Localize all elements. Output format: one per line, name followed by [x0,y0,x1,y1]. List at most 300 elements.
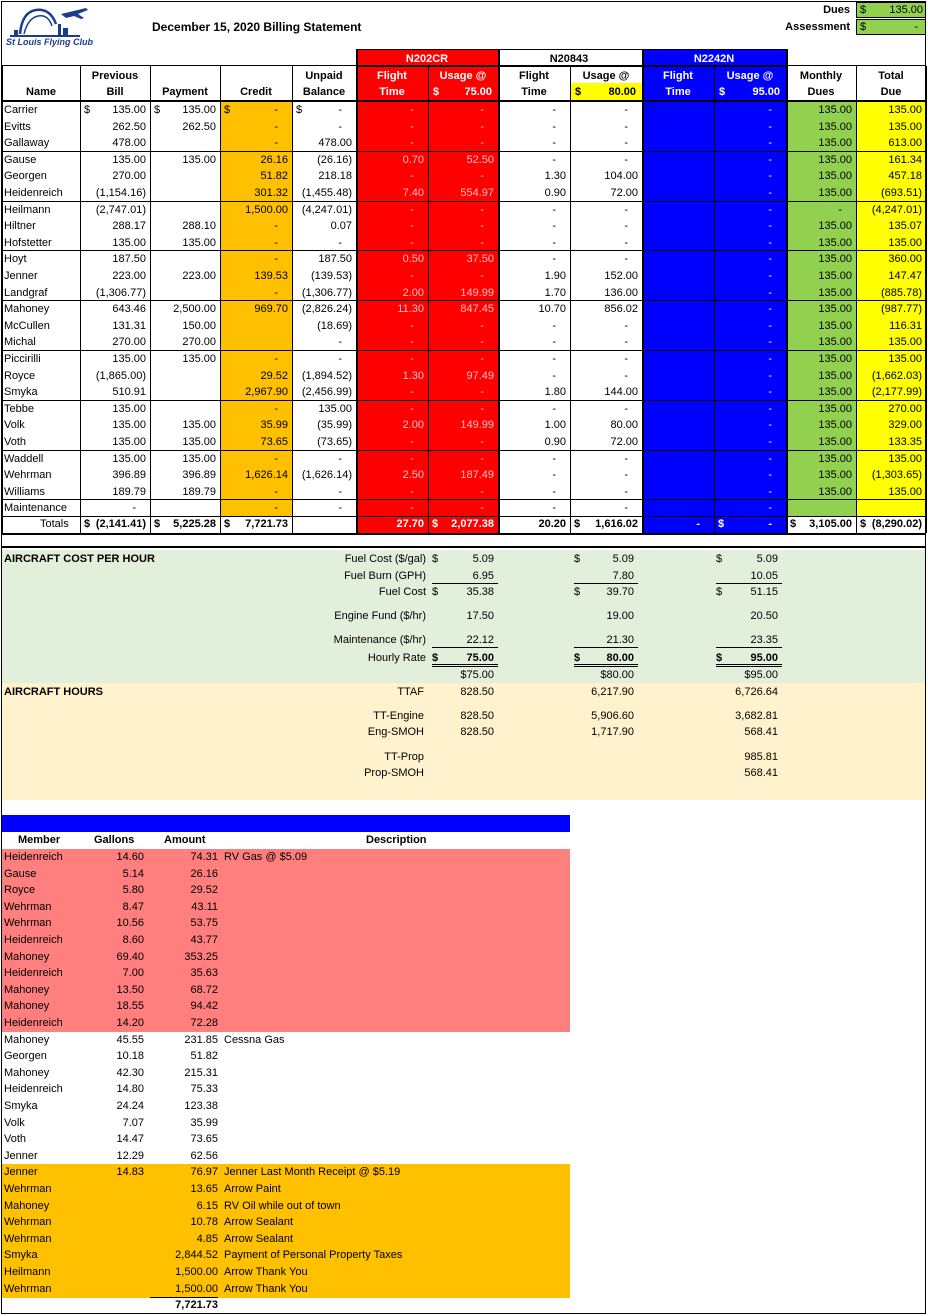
fuel-amount: 123.38 [184,1100,218,1112]
grid-line [574,666,638,667]
cell-b_use: - [624,452,628,465]
cost-value: 5.09 [756,553,778,565]
cell-b_ft: - [552,369,556,382]
cost-value: 6.95 [472,570,494,582]
hours-section [2,683,926,800]
cost-currency: $ [716,652,723,664]
cell-credit: 301.32 [254,187,288,199]
cell-credit: - [274,137,278,150]
cell-dues: 135.00 [818,104,852,116]
fuel-description: Arrow Sealant [224,1232,294,1245]
cell-a_use: - [480,353,484,365]
cell-pay: 262.50 [182,120,216,133]
cell-dues: - [838,203,842,216]
cost-row-label: Engine Fund ($/hr) [334,610,426,622]
cell-unpaid: 218.18 [318,170,352,183]
cell-c_use: - [768,436,772,448]
col-header-time: Time [521,86,547,98]
cell-b_use: - [624,220,628,233]
currency-sign: $ [84,104,91,116]
grid-line [292,66,293,533]
cell-credit: 2,967.90 [245,386,288,399]
cell-a_use: - [480,386,484,399]
totals-credit: 7,721.73 [245,518,288,530]
cell-a_use: - [480,220,484,233]
cell-prev: 135.00 [112,452,146,465]
cell-pay: 135.00 [182,419,216,432]
member-name: Michal [4,336,36,349]
cell-dues: 135.00 [818,120,852,133]
cell-c_use: - [768,386,772,399]
cell-total: 135.00 [888,485,922,498]
cell-pay: 189.79 [182,485,216,498]
totals-total: (8,290.02) [871,518,922,530]
assessment-currency: $ [860,21,867,33]
col-header-name: Name [26,86,56,98]
cell-b_ft: - [552,502,556,515]
cell-c_use: - [768,353,772,365]
fuel-gallons: 45.55 [116,1033,144,1046]
hours-section-label: AIRCRAFT HOURS [4,686,103,698]
currency-sign: $ [154,104,161,116]
fuel-description: Cessna Gas [224,1033,285,1046]
cell-dues: 135.00 [818,137,852,150]
member-name: Hiltner [4,220,36,233]
cell-unpaid: 0.07 [330,220,352,233]
cell-prev: 135.00 [112,104,146,116]
hours-row-label: Prop-SMOH [364,767,424,779]
cell-b_ft: - [552,104,556,116]
cost-currency: $ [432,553,439,565]
cell-unpaid: - [338,336,342,349]
fuel-member: Jenner [4,1149,38,1162]
cost-value: 10.05 [750,570,778,582]
fuel-amount: 2,844.52 [175,1249,218,1262]
fuel-member: Voth [4,1133,27,1146]
member-name: Hofstetter [4,236,52,249]
cell-a_ft: - [410,120,414,133]
cell-c_use: - [768,402,772,415]
cell-a_use: - [480,502,484,515]
totals-currency: $ [790,518,797,530]
cell-b_ft: - [552,319,556,332]
cell-a_use: 52.50 [466,153,494,166]
hours-value: 828.50 [460,686,494,698]
cell-b_use: - [624,203,628,216]
cost-row-label: Fuel Cost ($/gal) [344,553,426,565]
cell-a_use: 97.49 [466,369,494,382]
cell-prev: 270.00 [112,170,146,183]
cell-a_ft: - [410,220,414,233]
dues-currency: $ [860,4,867,16]
cell-prev: (2,747.01) [95,203,146,216]
cell-pay: 150.00 [182,319,216,332]
cell-c_use: - [768,369,772,382]
cell-dues: 135.00 [818,402,852,415]
totals-label: Totals [40,518,69,530]
fuel-member: Jenner [4,1166,38,1179]
cell-unpaid: (1,455.48) [301,187,352,199]
fuel-description: RV Gas @ $5.09 [224,851,308,863]
cell-b_use: 144.00 [604,386,638,399]
cell-prev: 135.00 [112,419,146,432]
aircraft-tail-n2242n: N2242N [693,53,735,65]
fuel-amount: 6.15 [196,1199,218,1212]
fuel-gallons: 14.47 [116,1133,144,1146]
cell-prev: 135.00 [112,402,146,415]
grid-line [2,533,926,535]
cell-b_ft: - [552,485,556,498]
cell-total: (2,177.99) [871,386,922,399]
grid-line [80,66,81,533]
col-header-time: Time [665,86,691,98]
fuel-gallons: 8.47 [122,900,144,913]
fuel-amount: 43.77 [190,934,218,946]
cell-total: 161.34 [888,153,922,166]
cell-prev: (1,154.16) [95,187,146,199]
cell-credit: 51.82 [260,170,288,183]
grid-line [926,66,927,533]
grid-line [428,66,429,533]
member-name: Evitts [4,120,31,133]
grid-line [432,583,498,584]
cell-credit: - [274,502,278,515]
member-name: Maintenance [4,502,67,515]
cell-c_use: - [768,419,772,432]
cell-unpaid: (73.65) [317,436,352,448]
cell-b_ft: - [552,120,556,133]
cell-b_ft: - [552,203,556,216]
fuel-gallons: 5.14 [122,867,144,880]
cell-pay: 135.00 [182,104,216,116]
cell-a_use: - [480,336,484,349]
cost-section-label: AIRCRAFT COST PER HOUR [4,553,155,565]
cell-prev: 223.00 [112,270,146,282]
hours-value: 828.50 [460,726,494,738]
cell-credit: - [274,253,278,266]
fuel-member: Wehrman [4,917,52,930]
cell-total: 147.47 [888,270,922,282]
cost-currency: $ [574,586,581,598]
cell-credit: - [274,220,278,233]
hours-row-label: TT-Engine [373,710,424,722]
cell-b_use: 152.00 [604,270,638,282]
logo-text: St Louis Flying Club [6,37,93,47]
hours-value: 568.41 [744,767,778,779]
cell-prev: 270.00 [112,336,146,349]
cell-a_use: 149.99 [460,286,494,299]
cell-a_ft: - [410,236,414,249]
member-name: Carrier [4,104,38,116]
cell-a_use: - [480,402,484,415]
cost-currency: $ [432,586,439,598]
fuel-amount: 76.97 [190,1166,218,1179]
cell-b_ft: 10.70 [538,303,566,316]
member-name: Tebbe [4,402,34,415]
fuel-member: Wehrman [4,900,52,913]
fuel-member: Heilmann [4,1266,51,1278]
totals-b_ft: 20.20 [538,518,566,530]
cost-value: 39.70 [606,586,634,598]
cost-currency: $ [574,652,581,664]
fuel-amount: 62.56 [190,1149,218,1162]
cell-total: 116.31 [889,319,922,332]
hourly-rate-rounded: $80.00 [600,669,634,681]
cell-total: 135.00 [888,120,922,133]
cell-credit: - [274,236,278,249]
cell-c_use: - [768,319,772,332]
grid-line [356,66,786,67]
statement-title: December 15, 2020 Billing Statement [152,20,362,34]
fuel-amount: 43.11 [191,900,218,913]
fuel-gallons: 5.80 [122,884,144,897]
member-name: Waddell [4,452,44,465]
member-name: Heidenreich [4,187,63,199]
cell-a_use: - [480,120,484,133]
col-header-usage: Usage @ [439,70,487,82]
member-name: Georgen [4,170,47,183]
cell-a_ft: 2.50 [402,469,424,482]
fuel-amount: 1,500.00 [175,1266,218,1278]
cell-total: 360.00 [888,253,922,266]
fuel-gallons: 18.55 [116,1000,144,1013]
cell-c_use: - [768,336,772,349]
cell-pay: 135.00 [182,436,216,448]
totals-currency: $ [860,518,867,530]
cell-prev: 135.00 [112,153,146,166]
cell-dues: 135.00 [818,270,852,282]
cell-prev: 135.00 [112,353,146,365]
member-name: Royce [4,369,36,382]
cell-unpaid: - [338,120,342,133]
fuel-gallons: 14.80 [116,1083,144,1096]
cell-a_ft: - [410,353,414,365]
fuel-amount: 13.65 [190,1183,218,1195]
fuel-gallons: 12.29 [116,1149,144,1162]
totals-a_ft: 27.70 [396,518,424,530]
fuel-amount: 94.42 [190,1000,218,1013]
cell-unpaid: (1,626.14) [301,469,352,482]
fuel-member: Mahoney [4,950,50,963]
fuel-gallons: 14.83 [116,1166,144,1179]
member-name: Landgraf [4,286,48,299]
cost-currency: $ [432,652,439,664]
cell-prev: 135.00 [112,436,146,448]
cost-value: 22.12 [466,634,494,646]
cell-b_use: - [624,502,628,515]
cell-prev: 187.50 [112,253,146,266]
cell-a_ft: - [410,402,414,415]
cell-c_use: - [768,452,772,465]
fuel-description: Payment of Personal Property Taxes [224,1249,403,1262]
cell-a_ft: - [410,104,414,116]
cell-credit: 35.99 [260,419,288,432]
cell-b_use: - [624,469,628,482]
cell-a_use: 187.49 [460,469,494,482]
cell-c_use: - [768,170,772,183]
cell-credit: 139.53 [254,270,288,282]
cell-b_ft: - [552,353,556,365]
cell-b_use: - [624,120,628,133]
cost-value: 95.00 [750,652,778,664]
hours-value: 1,717.90 [591,726,634,738]
fuel-member: Mahoney [4,1199,50,1212]
cell-unpaid: (4,247.01) [301,203,352,216]
cell-total: (987.77) [881,303,922,316]
cell-a_use: - [480,170,484,183]
cell-dues: 135.00 [818,369,852,382]
cost-value: 20.50 [750,610,778,622]
fuel-member: Gause [4,867,37,880]
fuel-total: 7,721.73 [175,1299,218,1312]
col-header-flight: Flight [377,70,407,82]
cell-b_use: 136.00 [604,286,638,299]
cell-credit: 1,500.00 [245,203,288,216]
fuel-amount: 26.16 [190,867,218,880]
cell-credit: - [274,286,278,299]
grid-line [2,546,926,548]
cell-c_use: - [768,104,772,116]
fuel-member: Wehrman [4,1282,52,1295]
hours-row-label: Eng-SMOH [367,726,424,738]
cell-a_use: - [480,436,484,448]
cell-unpaid: (1,894.52) [301,369,352,382]
grid-line [716,666,782,667]
cell-credit: - [274,104,278,116]
col-header-bill: Bill [106,86,124,98]
cell-credit: - [274,353,278,365]
fuel-member: Wehrman [4,1232,52,1245]
cell-prev: 135.00 [112,236,146,249]
grid-line [2,66,3,533]
fuel-gallons: 13.50 [116,983,144,996]
cell-pay: 396.89 [182,469,216,482]
hours-value: 6,217.90 [591,686,634,698]
totals-pay: 5,225.28 [173,518,216,530]
assessment-label: Assessment [785,21,850,33]
totals-currency: $ [84,518,91,530]
cell-a_use: 149.99 [460,419,494,432]
fuel-amount: 35.99 [190,1116,218,1129]
hours-value: 6,726.64 [735,686,778,698]
cell-credit: - [274,120,278,133]
cell-unpaid: (35.99) [317,419,352,432]
fuel-member: Mahoney [4,1066,50,1079]
fuel-amount: 1,500.00 [175,1282,218,1295]
cell-a_ft: 0.70 [402,153,424,166]
cell-unpaid: (26.16) [317,153,352,166]
fuel-gallons: 10.56 [116,917,144,930]
cell-c_use: - [768,253,772,266]
fuel-member: Heidenreich [4,934,63,946]
fuel-col-description: Description [366,834,427,846]
fuel-description: Arrow Sealant [224,1216,294,1229]
cell-b_ft: 0.90 [544,436,566,448]
cell-a_ft: 1.30 [402,369,424,382]
cost-currency: $ [716,586,723,598]
fuel-amount: 73.65 [190,1133,218,1146]
cell-a_ft: - [410,319,414,332]
cell-b_use: 104.00 [604,170,638,183]
cell-prev: 131.31 [112,319,146,332]
totals-c_ft: - [696,518,700,530]
cell-c_use: - [768,187,772,199]
cell-b_use: 80.00 [610,419,638,432]
cell-b_use: - [624,369,628,382]
cell-credit: 73.65 [260,436,288,448]
hours-value: 985.81 [744,751,778,763]
cell-a_ft: - [410,270,414,282]
col-header-payment: Payment [162,86,208,98]
cell-b_use: - [624,253,628,266]
grid-line [574,583,638,584]
cell-prev: 478.00 [112,137,146,150]
fuel-amount: 51.82 [190,1050,218,1063]
fuel-member: Smyka [4,1100,38,1112]
hours-value: 3,682.81 [735,710,778,722]
col-header-rate-currency: $ [719,86,726,98]
member-name: Mahoney [4,303,50,316]
cost-value: 75.00 [466,652,494,664]
grid-line [150,66,151,533]
cell-dues: 135.00 [818,353,852,365]
fuel-row-bg [2,1181,570,1198]
totals-prev: (2,141.41) [95,518,146,530]
cell-unpaid: (139.53) [311,270,352,282]
fuel-amount: 215.31 [184,1066,218,1079]
cell-pay: 135.00 [182,452,216,465]
fuel-gallons: 14.20 [116,1017,144,1029]
fuel-gallons: 7.07 [122,1116,144,1129]
fuel-amount: 72.28 [190,1017,218,1029]
cell-prev: (1,306.77) [95,286,146,299]
aircraft-tail-n202cr: N202CR [405,53,449,65]
cell-credit: - [274,402,278,415]
totals-currency: $ [718,518,725,530]
cell-dues: 135.00 [818,303,852,316]
cell-c_use: - [768,153,772,166]
grid-line [498,49,500,533]
fuel-gallons: 7.00 [122,967,144,980]
cell-b_use: - [624,353,628,365]
cell-unpaid: 187.50 [318,253,352,266]
cost-value: 19.00 [606,610,634,622]
cell-c_use: - [768,303,772,316]
fuel-gallons: 8.60 [122,934,144,946]
cell-b_use: 856.02 [604,303,638,316]
fuel-member: Mahoney [4,1000,50,1013]
cell-b_ft: - [552,153,556,166]
cell-b_ft: 1.30 [544,170,566,183]
cell-credit: - [274,452,278,465]
totals-currency: $ [574,518,581,530]
col-header-rate: 95.00 [752,86,780,98]
cell-dues: 135.00 [818,386,852,399]
member-name: Hoyt [4,253,27,266]
cell-dues: 135.00 [818,286,852,299]
cell-total: 135.00 [888,236,922,249]
col-header-usage: Usage @ [726,70,774,82]
cell-a_ft: - [410,502,414,515]
cell-a_use: 847.45 [460,303,494,316]
cell-b_use: 72.00 [610,436,638,448]
fuel-description: Jenner Last Month Receipt @ $5.19 [224,1166,401,1179]
cell-dues: 135.00 [818,469,852,482]
fuel-amount: 75.33 [190,1083,218,1096]
fuel-amount: 231.85 [184,1033,218,1046]
cell-b_ft: - [552,220,556,233]
cell-b_ft: 0.90 [544,187,566,199]
